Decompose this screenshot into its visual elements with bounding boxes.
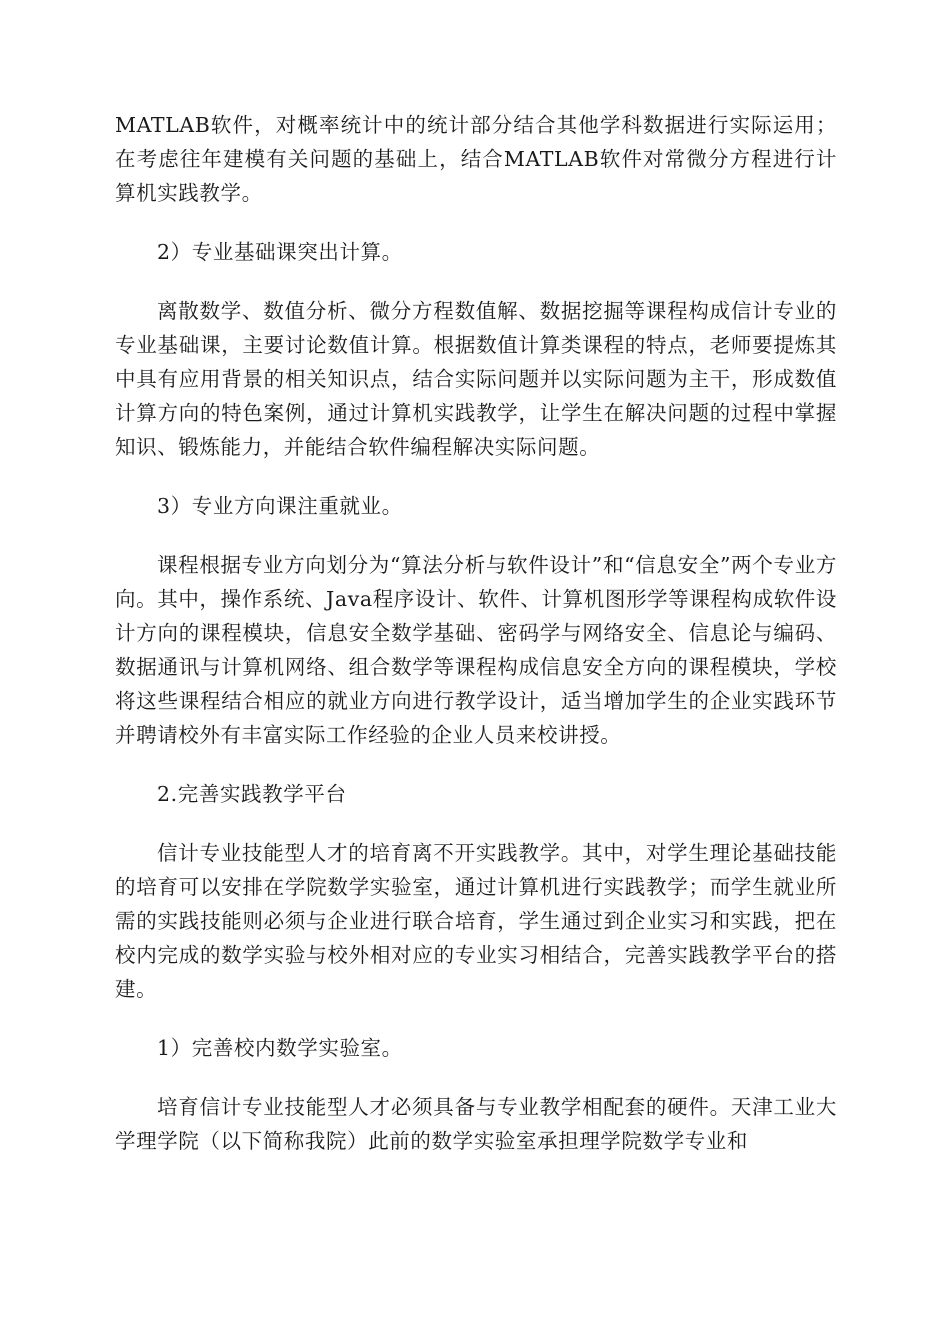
heading-practice-platform: 2.完善实践教学平台 [157,782,347,806]
heading-math-lab: 1）完善校内数学实验室。 [157,1036,403,1060]
paragraph-direction-courses: 课程根据专业方向划分为“算法分析与软件设计”和“信息安全”两个专业方向。其中，操作系统、Java程序设计、软件、计算机图形学等课程构成软件设计方向的课程模块，信息安全数学基础、密码学与网络安全、信息论与编码、数据通讯与计算机网络、组合数学等课程构成信息安全方向的课程模块，学校将这些课程结合相应的就业方向进行教学设计，适当增加学生的企业实践环节并聘请校外有丰富实际工作经验的企业人员来校讲授。 [115,553,837,747]
heading-direction-courses: 3）专业方向课注重就业。 [157,494,403,518]
document-page [115,108,837,1158]
heading-basic-courses: 2）专业基础课突出计算。 [157,240,403,264]
paragraph-matlab-statistics: MATLAB软件，对概率统计中的统计部分结合其他学科数据进行实际运用；在考虑往年建模有关问题的基础上，结合MATLAB软件对常微分方程进行计算机实践教学。 [115,113,837,205]
paragraph-basic-courses: 离散数学、数值分析、微分方程数值解、数据挖掘等课程构成信计专业的专业基础课，主要讨论数值计算。根据数值计算类课程的特点，老师要提炼其中具有应用背景的相关知识点，结合实际问题并以实际问题为主干，形成数值计算方向的特色案例，通过计算机实践教学，让学生在解决问题的过程中掌握知识、锻炼能力，并能结合软件编程解决实际问题。 [115,299,837,459]
paragraph-practice-platform: 信计专业技能型人才的培育离不开实践教学。其中，对学生理论基础技能的培育可以安排在学院数学实验室，通过计算机进行实践教学；而学生就业所需的实践技能则必须与企业进行联合培育，学生通过到企业实习和实践，把在校内完成的数学实验与校外相对应的专业实习相结合，完善实践教学平台的搭建。 [115,841,837,1001]
paragraph-math-lab: 培育信计专业技能型人才必须具备与专业教学相配套的硬件。天津工业大学理学院（以下简称我院）此前的数学实验室承担理学院数学专业和 [115,1095,837,1153]
